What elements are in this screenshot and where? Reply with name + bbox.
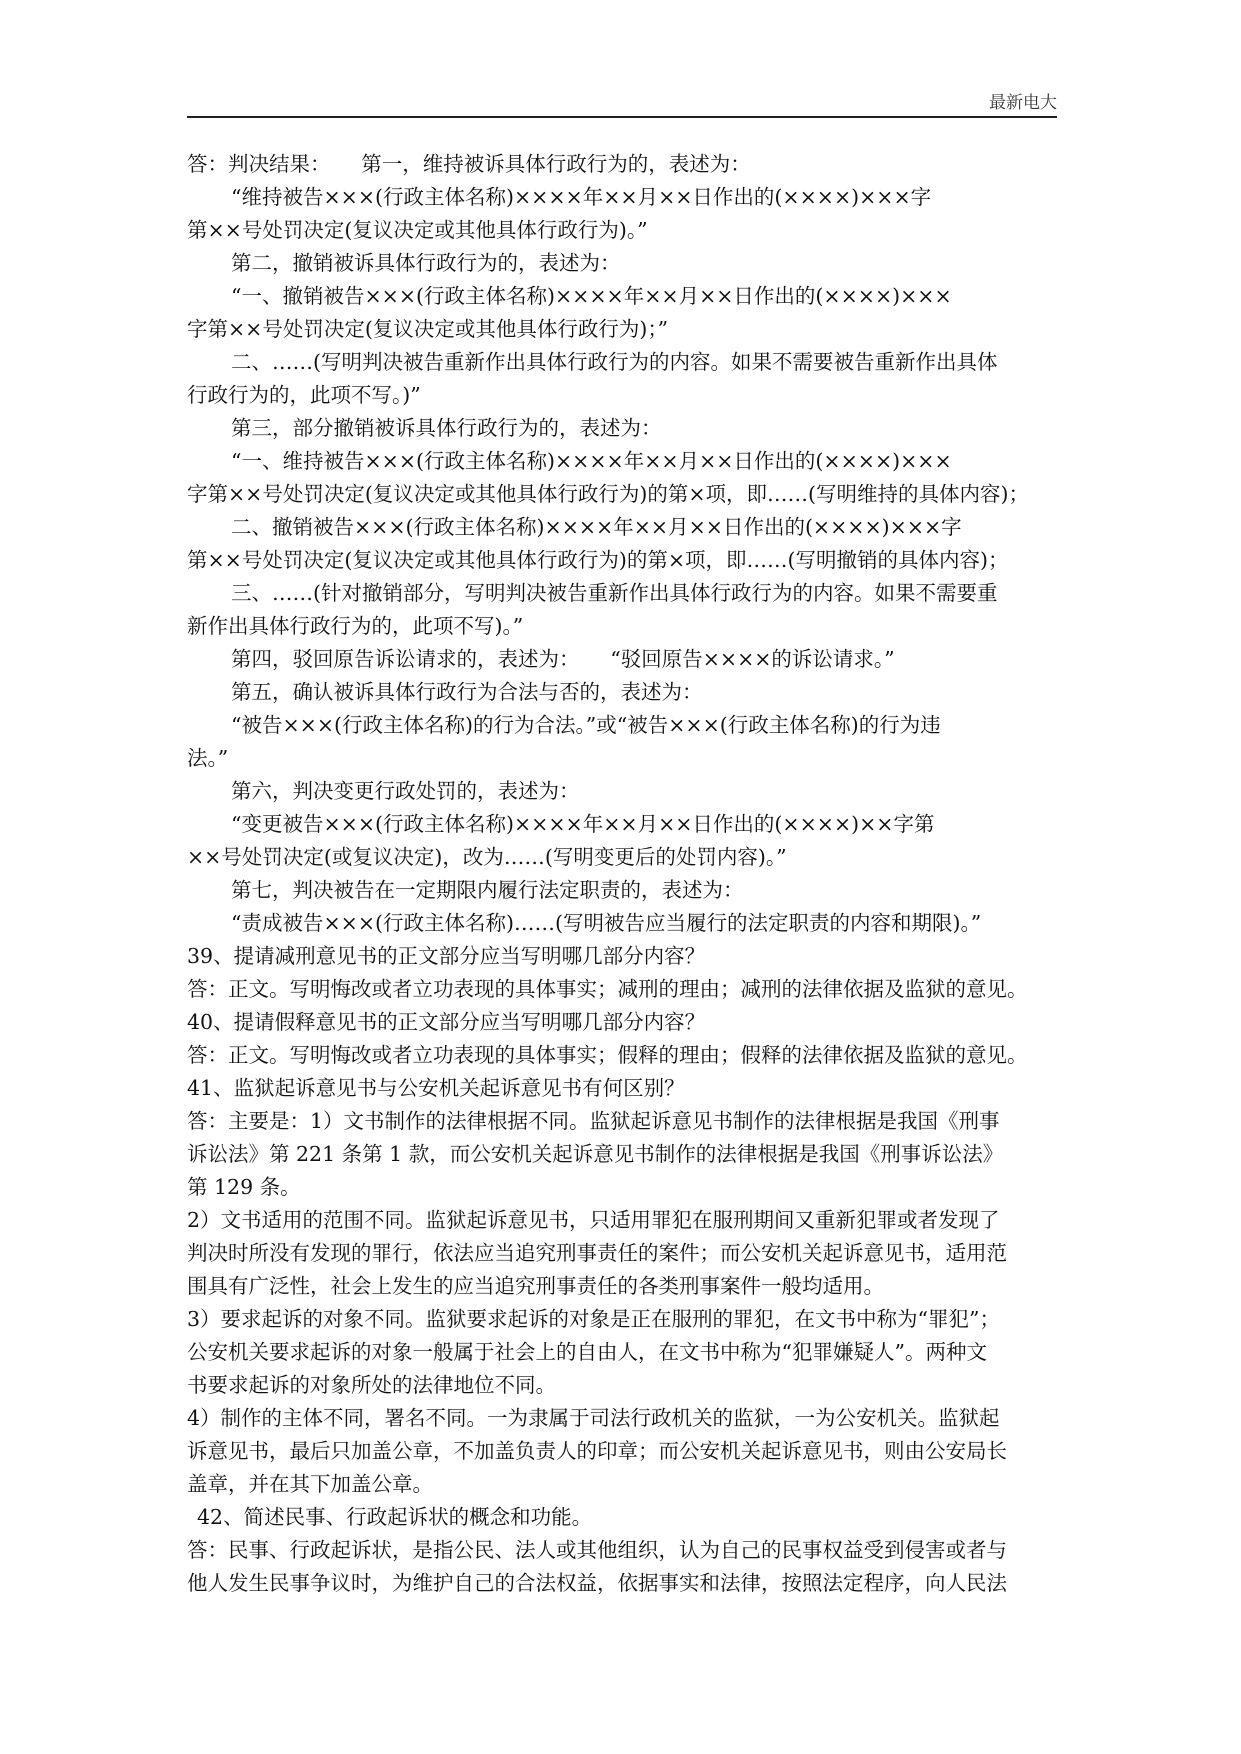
- text-line: 答：判决结果： 第一，维持被诉具体行政行为的，表述为：: [187, 152, 751, 176]
- text-line: 公安机关要求起诉的对象一般属于社会上的自由人，在文书中称为“犯罪嫌疑人”。两种文: [187, 1340, 987, 1364]
- text-line: 字第××号处罚决定(复议决定或其他具体行政行为)的第×项，即……(写明维持的具体内容)；: [187, 482, 1030, 506]
- text-line: “变更被告×××(行政主体名称)××××年××月××日作出的(××××)××字第: [231, 812, 935, 836]
- question-heading: 41、监狱起诉意见书与公安机关起诉意见书有何区别？: [187, 1076, 685, 1100]
- text-line: 围具有广泛性，社会上发生的应当追究刑事责任的各类刑事案件一般均适用。: [187, 1274, 884, 1298]
- text-line: 书要求起诉的对象所处的法律地位不同。: [187, 1373, 556, 1397]
- text-line: “一、维持被告×××(行政主体名称)××××年××月××日作出的(××××)×××: [231, 449, 952, 473]
- text-line: 法。”: [187, 746, 229, 770]
- text-line: 第××号处罚决定(复议决定或其他具体行政行为)的第×项，即……(写明撤销的具体内容)；: [187, 548, 1009, 572]
- question-heading: 39、提请减刑意见书的正文部分应当写明哪几部分内容？: [187, 944, 706, 968]
- text-line: 判决时所没有发现的罪行，依法应当追究刑事责任的案件；而公安机关起诉意见书，适用范: [187, 1241, 1007, 1265]
- text-line: 二、……(写明判决被告重新作出具体行政行为的内容。如果不需要被告重新作出具体: [231, 350, 998, 374]
- answer-line: 答：民事、行政起诉状，是指公民、法人或其他组织，认为自己的民事权益受到侵害或者与: [187, 1538, 1007, 1562]
- text-line: 第××号处罚决定(复议决定或其他具体行政行为)。”: [187, 218, 648, 242]
- text-line: 第二，撤销被诉具体行政行为的，表述为：: [231, 251, 621, 275]
- text-line: 诉讼法》第 221 条第 1 款，而公安机关起诉意见书制作的法律根据是我国《刑事诉讼法》: [187, 1142, 1004, 1166]
- header-title: 最新电大: [989, 93, 1057, 113]
- text-line: 4）制作的主体不同，署名不同。一为隶属于司法行政机关的监狱，一为公安机关。监狱起: [187, 1406, 1000, 1430]
- text-line: 诉意见书，最后只加盖公章，不加盖负责人的印章；而公安机关起诉意见书，则由公安局长: [187, 1439, 1007, 1463]
- answer-line: 答：正文。写明悔改或者立功表现的具体事实；减刑的理由；减刑的法律依据及监狱的意见。: [187, 977, 1028, 1001]
- text-line: 2）文书适用的范围不同。监狱起诉意见书，只适用罪犯在服刑期间又重新犯罪或者发现了: [187, 1208, 1000, 1232]
- text-line: 第七，判决被告在一定期限内履行法定职责的，表述为：: [231, 878, 744, 902]
- text-line: 二、撤销被告×××(行政主体名称)××××年××月××日作出的(××××)×××字: [231, 515, 962, 539]
- text-line: “维持被告×××(行政主体名称)××××年××月××日作出的(××××)×××字: [231, 185, 932, 209]
- text-line: 第五，确认被诉具体行政行为合法与否的，表述为：: [231, 680, 703, 704]
- text-line: 盖章，并在其下加盖公章。: [187, 1472, 433, 1496]
- text-line: “责成被告×××(行政主体名称)……(写明被告应当履行的法定职责的内容和期限)。”: [231, 911, 982, 935]
- text-line: ××号处罚决定(或复议决定)，改为……(写明变更后的处罚内容)。”: [187, 845, 787, 869]
- text-line: 第 129 条。: [187, 1175, 301, 1199]
- text-line: 新作出具体行政行为的，此项不写)。”: [187, 614, 524, 638]
- text-line: 他人发生民事争议时，为维护自己的合法权益，依据事实和法律，按照法定程序，向人民法: [187, 1571, 1007, 1595]
- text-line: 字第××号处罚决定(复议决定或其他具体行政行为)；”: [187, 317, 669, 341]
- text-line: 行政行为的，此项不写。)”: [187, 383, 421, 407]
- answer-line: 答：正文。写明悔改或者立功表现的具体事实；假释的理由；假释的法律依据及监狱的意见。: [187, 1043, 1028, 1067]
- text-line: “被告×××(行政主体名称)的行为合法。”或“被告×××(行政主体名称)的行为违: [231, 713, 941, 737]
- question-heading: 42、简述民事、行政起诉状的概念和功能。: [197, 1505, 593, 1529]
- text-line: 第四，驳回原告诉讼请求的，表述为： “驳回原告××××的诉讼请求。”: [231, 647, 895, 671]
- question-heading: 40、提请假释意见书的正文部分应当写明哪几部分内容？: [187, 1010, 706, 1034]
- text-line: 三、……(针对撤销部分，写明判决被告重新作出具体行政行为的内容。如果不需要重: [231, 581, 998, 605]
- text-line: 第六，判决变更行政处罚的，表述为：: [231, 779, 580, 803]
- answer-line: 答：主要是：1）文书制作的法律根据不同。监狱起诉意见书制作的法律根据是我国《刑事: [187, 1109, 1000, 1133]
- text-line: 第三，部分撤销被诉具体行政行为的，表述为：: [231, 416, 662, 440]
- document-body: [187, 148, 1057, 1600]
- text-line: 3）要求起诉的对象不同。监狱要求起诉的对象是正在服刑的罪犯，在文书中称为“罪犯”；: [187, 1307, 1001, 1331]
- page-header: [187, 84, 1057, 118]
- text-line: “一、撤销被告×××(行政主体名称)××××年××月××日作出的(××××)×××: [231, 284, 952, 308]
